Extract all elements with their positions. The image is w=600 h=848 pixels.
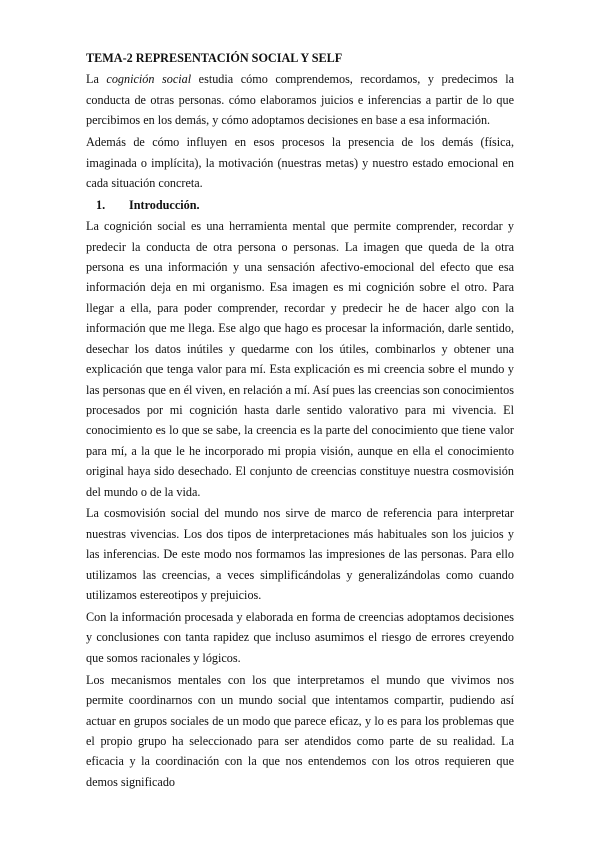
intro-paragraph-1 [86, 69, 514, 130]
intro-text-before: La [86, 72, 107, 87]
section-number: 1. [96, 197, 106, 212]
body-paragraph-1: La cognición social es una herramienta mental que permite comprender, recordar y predecir la conducta de otra persona o personas. La imagen que queda de la otra persona es una información y una sensación afectivo-emocional del efecto que esa información deja en mi organismo. Esa imagen es mi cognición sobre el otro. Para llegar a ella, para poder comprender, recordar y predecir he de hacer algo con la información que me llega. Ese algo que hago es procesar la información, darle sentido, desechar los datos inútiles y quedarme con los útiles, combinarlos y obtener una explicación que tenga valor para mí. Esta explicación es mi creencia sobre el mundo y las personas que en él viven, en relación a mí. Así pues las creencias son conocimientos procesados por mi cognición hasta darle sentido valorativo para mi vivencia. El conocimiento es lo que se sabe, la creencia es la parte del conocimiento que tiene valor para mí, a la que le he incorporado mi propia visión, aunque en ella el conocimiento original haya sido desechado. El conjunto de creencias constituye nuestra cosmovisión del mundo o de la vida. [86, 219, 514, 499]
section-heading-text: Introducción. [129, 197, 200, 212]
intro-term-cognicion-social: cognición social [106, 72, 192, 87]
section-heading [86, 195, 514, 215]
document-title: TEMA-2 REPRESENTACIÓN SOCIAL Y SELF [86, 51, 343, 65]
body-paragraph-2: La cosmovisión social del mundo nos sirve de marco de referencia para interpretar nuestras vivencias. Los dos tipos de interpretaciones más habituales son los juicios y las inferencias. De este modo nos formamos las impresiones de las personas. Para ello utilizamos las creencias, a veces simplificándolas y generalizándolas como cuando utilizamos estereotipos y prejuicios. [86, 506, 514, 603]
intro-paragraph-2: Además de cómo influyen en esos procesos la presencia de los demás (física, imaginada o implícita), la motivación (nuestras metas) y nuestro estado emocional en cada situación concreta. [86, 135, 514, 190]
intro-text-after: estudia cómo comprendemos, recordamos, y predecimos la conducta de otras personas. cómo elaboramos juicios e inferencias a partir de lo que percibimos en los demás, y cómo adoptamos decisiones en base a esa información. [86, 72, 514, 128]
document-page [86, 48, 514, 794]
body-paragraph-4: Los mecanismos mentales con los que interpretamos el mundo que vivimos nos permite coordinarnos con un mundo social que intentamos compartir, pudiendo así actuar en grupos sociales de un modo que parece eficaz, y lo es para los problemas que el propio grupo ha seleccionado para ser atendidos como parte de su realidad. La eficacia y la coordinación con la que nos entendemos con los otros requieren que demos significado [86, 672, 514, 789]
body-paragraph-3: Con la información procesada y elaborada en forma de creencias adoptamos decisiones y conclusiones con tanta rapidez que incluso asumimos el riesgo de errores creyendo que somos racionales y lógicos. [86, 609, 514, 665]
